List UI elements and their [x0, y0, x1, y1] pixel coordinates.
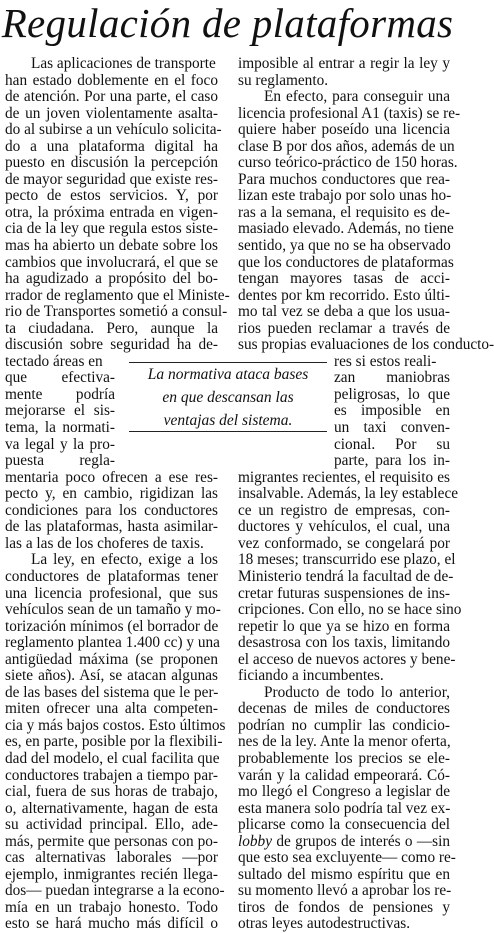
text-line: siete años). Así, se atacan algunas	[5, 667, 218, 685]
text-line: podrían no cumplir las condicio-	[238, 716, 450, 734]
text-line: do a una plataforma digital ha	[5, 137, 218, 155]
text-line: peligrosas, lo que	[334, 385, 450, 403]
text-line: decenas de miles de conductores	[238, 700, 450, 718]
text-line: vehículos sean de un tamaño y mo-	[5, 601, 221, 619]
text-line: de un joven violentamente asalta-	[5, 104, 218, 122]
text-line: mo llegó el Congreso a legislar de	[238, 783, 450, 801]
text-line: ductores y vehículos, el cual, una	[238, 518, 450, 536]
text-line: de las plataformas, hasta asimilar-	[5, 518, 218, 536]
text-line: es, en parte, posible por la flexibili-	[5, 733, 223, 751]
pull-quote-line: ventajas del sistema.	[163, 412, 293, 429]
text-line: Producto de todo lo anterior,	[264, 683, 450, 701]
text-line: Ministerio tendrá la facultad de de-	[238, 567, 454, 585]
text-line: zan maniobras	[334, 369, 450, 387]
text-line: mas ha abierto un debate sobre los	[5, 237, 218, 255]
text-line: ejemplo, inmigrantes recién llega-	[5, 865, 218, 883]
text-line: masiado elevado. Además, no tiene	[238, 220, 454, 238]
text-line: de las bases del sistema que le per-	[5, 683, 219, 701]
text-line: 18 meses; transcurrido ese plazo, el	[238, 551, 456, 569]
text-line: ta ciudadana. Pero, aunque la	[5, 319, 218, 337]
text-line: cambios que involucrará, el que se	[5, 253, 218, 271]
text-line: nes de la ley. Ante la menor oferta,	[238, 733, 451, 751]
text-line: do al subirse a un vehículo solicita-	[5, 121, 222, 139]
text-line: rios pueden reclamar a través de	[238, 319, 450, 337]
text-line: cia y más bajos costos. Esto últimos	[5, 716, 226, 734]
text-line: dentes por km recorrido. Esto últi-	[238, 286, 450, 304]
text-line: sultado del mismo espíritu que en	[238, 865, 450, 883]
text-line: repetir lo que ya se hizo en forma	[238, 617, 450, 635]
text-line: más, permite que personas con po-	[5, 832, 218, 850]
text-line: sentido, ya que no se ha observado	[238, 237, 451, 255]
text-line: cional. Por su	[334, 435, 450, 453]
text-line: cas alternativas laborales —por	[5, 849, 218, 867]
text-line: imposible al entrar a regir la ley y	[238, 55, 450, 72]
text-line: pecto y, en cambio, rigidizan las	[5, 485, 218, 503]
text-line: Para muchos conductores que rea-	[238, 170, 450, 188]
text-line: de atención. Por una parte, el caso	[5, 88, 218, 106]
text-line: tengan mayores tasas de acci-	[238, 270, 450, 288]
text-line: mejorarse el sis-	[5, 402, 115, 420]
text-line: va legal y la pro-	[5, 435, 115, 453]
text-line: que esto sea excluyente— como re-	[238, 849, 456, 867]
text-line: rio de Transportes sometió a consul-	[5, 303, 228, 321]
text-line: su momento llevó a aprobar los re-	[238, 882, 452, 900]
text-line: una licencia profesional, que sus	[5, 584, 218, 602]
text-line: antigüedad máxima (se proponen	[5, 650, 218, 668]
text-line: ficiando a incumbentes.	[238, 667, 384, 685]
text-line: conductores de plataformas tener	[5, 567, 218, 585]
text-line: quiere haber poseído una licencia	[238, 121, 450, 139]
text-line: o, alternativamente, hagan de esta	[5, 799, 218, 817]
text-line: puesta regla-	[5, 452, 115, 470]
pull-quote-line: en que descansan las	[162, 389, 294, 406]
text-line: reglamento plantea 1.400 cc) y una	[5, 634, 220, 652]
text-line: las a las de los choferes de taxis.	[5, 534, 204, 552]
text-line: su actividad principal. Ello, ade-	[5, 816, 218, 834]
text-line: de mayor seguridad que existe res-	[5, 170, 218, 188]
text-line: desastrosa con los taxis, limitando	[238, 634, 450, 652]
text-line: otra, la próxima entrada en vigen-	[5, 203, 218, 221]
text-line: han estado doblemente en el foco	[5, 71, 218, 89]
text-line: pecto de estos servicios. Y, por	[5, 187, 218, 205]
text-line: cretar futuras suspensiones de ins-	[238, 584, 450, 602]
text-line: condiciones para los conductores	[5, 501, 218, 519]
text-line: miten ofrecer una alta competen-	[5, 700, 218, 718]
text-line: parte, para los in-	[334, 452, 450, 470]
text-line: otras leyes autodestructivas.	[238, 915, 411, 933]
text-line: ha agudizado a propósito del bo-	[5, 270, 218, 288]
text-line: que efectiva-	[5, 369, 115, 387]
text-line: clase B por dos años, además de un	[238, 137, 455, 155]
text-line: su reglamento.	[238, 71, 329, 89]
text-line: mo tal vez se deba a que los usua-	[238, 303, 450, 321]
text-line: Las aplicaciones de transporte	[31, 55, 216, 72]
text-line: licencia profesional A1 (taxis) se re-	[238, 104, 461, 122]
text-line: mía en un trabajo honesto. Todo	[5, 898, 218, 916]
text-line: esta manera solo podría tal vez ex-	[238, 799, 451, 817]
text-line: esto se hará mucho más difícil o	[5, 915, 218, 933]
text-line: que los conductores de plataformas	[238, 253, 454, 271]
article-title: Regulación de plataformas	[1, 0, 454, 46]
text-line: migrantes recientes, el requisito es	[238, 468, 450, 486]
text-line: varán y la calidad empeorará. Có-	[238, 766, 450, 784]
article-column-right	[238, 55, 494, 933]
text-line: cia de la ley que regula estos siste-	[5, 220, 218, 238]
text-line: probablemente los precios se ele-	[238, 749, 450, 767]
text-line: res si estos reali-	[334, 352, 437, 370]
text-line: La ley, en efecto, exige a los	[31, 551, 218, 569]
text-line: vez conformado, se congelará por	[238, 534, 450, 552]
text-line: puesto en discusión la percepción	[5, 154, 218, 172]
pull-quote	[129, 362, 327, 432]
text-line: tectado áreas en	[5, 352, 103, 370]
text-line: insalvable. Además, la ley establece	[238, 485, 459, 503]
text-line: discusión sobre seguridad ha de-	[5, 336, 218, 354]
text-line: plicarse como la consecuencia del	[238, 816, 450, 834]
text-line: rrador de reglamento que el Ministe-	[5, 286, 230, 304]
text-line: mente podría	[5, 385, 115, 403]
text-line: lizan este trabajo por solo unas ho-	[238, 187, 452, 205]
text-line: tiros de fondos de pensiones y	[238, 898, 450, 916]
text-line: tema, la normati-	[5, 419, 115, 437]
text-line: lobby de grupos de interés o —sin	[238, 832, 450, 850]
text-line: torización mínimos (el borrador de	[5, 617, 219, 635]
text-line: dos— puedan integrarse a la econo-	[5, 882, 225, 900]
text-line: En efecto, para conseguir una	[264, 88, 450, 106]
text-line: mentaria poco ofrecen a ese res-	[5, 468, 218, 486]
text-line: un taxi conven-	[334, 419, 450, 437]
text-line: el acceso de nuevos actores y bene-	[238, 650, 456, 668]
text-line: dad del modelo, el cual facilita que	[5, 749, 220, 767]
text-line: cripciones. Con ello, no se hace sino	[238, 601, 462, 619]
text-line: ce un registro de empresas, con-	[238, 501, 450, 519]
text-line: curso teórico-práctico de 150 horas.	[238, 154, 458, 172]
text-line: conductores trabajen a tiempo par-	[5, 766, 218, 784]
text-line: sus propias evaluaciones de los conducto-	[238, 336, 494, 354]
text-line: ras a la semana, el requisito es de-	[238, 203, 450, 221]
text-line: cial, fuera de sus horas de trabajo,	[5, 783, 218, 801]
text-line: es imposible en	[334, 402, 450, 420]
pull-quote-line: La normativa ataca bases	[147, 366, 309, 383]
